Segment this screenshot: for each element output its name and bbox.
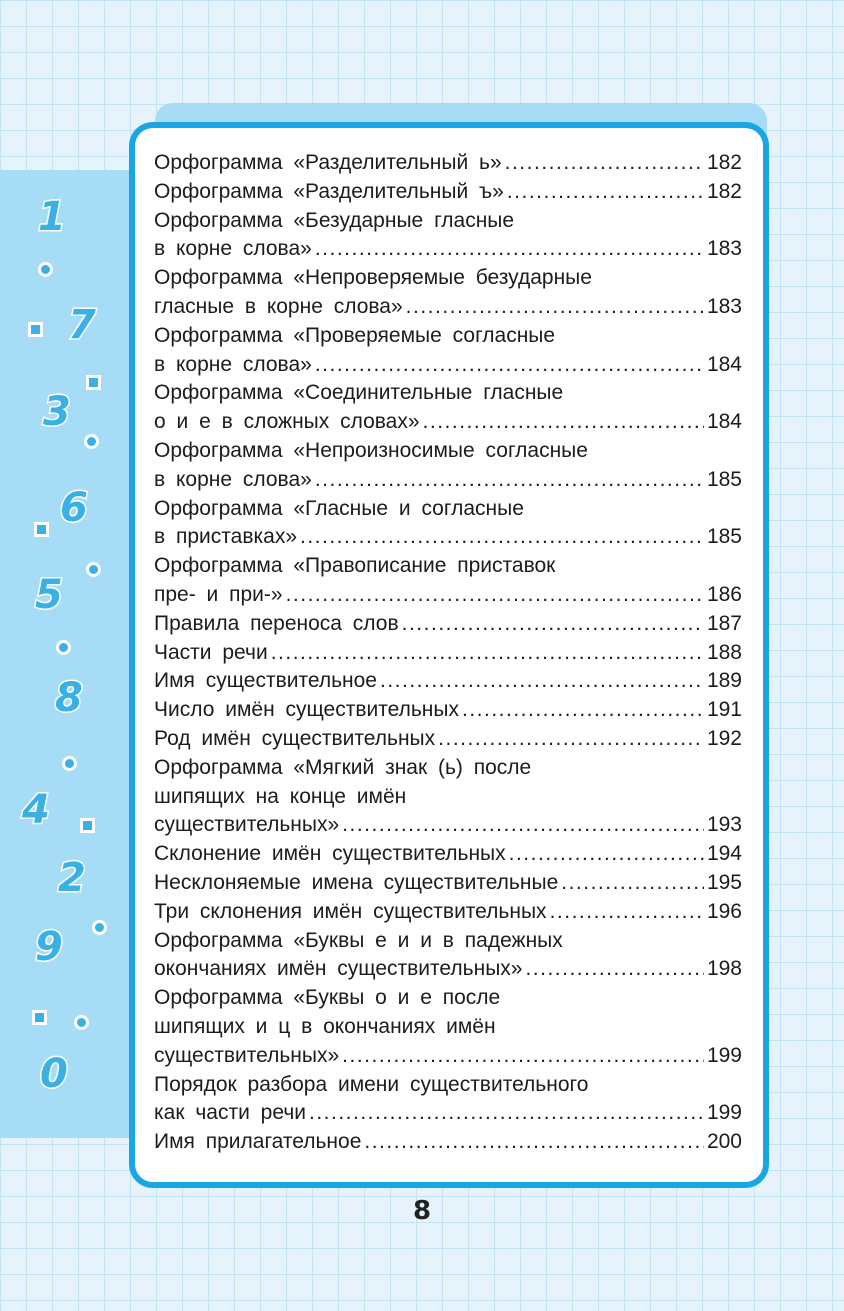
- side-digit: 7: [68, 302, 96, 348]
- toc-entry-page: 196: [706, 899, 742, 923]
- toc-entry[interactable]: [154, 639, 742, 668]
- side-digit: 2: [58, 855, 86, 901]
- toc-entry-title: Орфограмма «Разделительный ь»: [154, 151, 502, 174]
- toc-entry-page: 199: [706, 1043, 742, 1067]
- toc-entry-title: пре- и при-»: [154, 582, 283, 606]
- toc-entry[interactable]: [154, 149, 742, 178]
- toc-entry-page: 187: [706, 611, 742, 635]
- toc-entry-title: Части речи: [154, 640, 268, 664]
- toc-entry[interactable]: [154, 869, 742, 898]
- toc-entry-page: 189: [706, 669, 742, 693]
- toc-entry[interactable]: [154, 495, 742, 553]
- dot-leader: [438, 725, 704, 754]
- square-decoration: [32, 1010, 47, 1025]
- toc-entry-page: 183: [706, 237, 742, 261]
- toc-entry[interactable]: [154, 984, 742, 1070]
- dot-decoration: [84, 434, 99, 449]
- toc-entry-title: Орфограмма «Соединительные гласные: [154, 381, 564, 405]
- toc-entry-title: Орфограмма «Гласные и согласные: [154, 496, 524, 520]
- toc-entry-title: о и е в сложных словах»: [154, 410, 420, 434]
- toc-entry-page: 182: [706, 179, 742, 203]
- toc-entry[interactable]: [154, 379, 742, 437]
- toc-entry-title: Орфограмма «Буквы о и е после: [154, 986, 501, 1010]
- side-digit: 9: [35, 924, 63, 970]
- toc-entry-page: 193: [706, 813, 742, 837]
- toc-entry-page: 186: [706, 582, 742, 606]
- toc-entry[interactable]: [154, 754, 742, 840]
- toc-entry-page: 184: [706, 410, 742, 434]
- toc-entry-title: в корне слова»: [154, 467, 312, 491]
- dot-leader: [309, 1099, 704, 1128]
- dot-leader: [423, 408, 704, 437]
- toc-entry-title: Род имён существительных: [154, 726, 436, 750]
- toc-entry-title: Несклоняемые имена существительные: [154, 870, 559, 894]
- square-decoration: [34, 522, 49, 537]
- toc-entry-page: 192: [706, 726, 742, 750]
- toc-entry-page: 195: [706, 870, 742, 894]
- dot-leader: [380, 667, 704, 696]
- toc-entry[interactable]: [154, 927, 742, 985]
- toc-entry-title: в приставках»: [154, 525, 297, 549]
- toc-entry-title: Имя прилагательное: [154, 1130, 362, 1154]
- toc-entry-page: 191: [706, 698, 742, 722]
- page-number: 8: [412, 1196, 432, 1226]
- dot-decoration: [38, 262, 53, 277]
- toc-entry-title: существительных»: [154, 1043, 340, 1067]
- side-digit: 1: [38, 194, 66, 240]
- toc-entry-title: Орфограмма «Буквы е и и в падежных: [154, 928, 563, 952]
- square-decoration: [28, 322, 43, 337]
- dot-leader: [402, 610, 704, 639]
- table-of-contents: [154, 149, 742, 1157]
- toc-entry-title: Орфограмма «Мягкий знак (ь) после: [154, 755, 532, 779]
- toc-entry-title: Правила переноса слов: [154, 611, 399, 635]
- dot-leader: [561, 869, 704, 898]
- toc-entry-title: Порядок разбора имени существительного: [154, 1072, 589, 1096]
- toc-entry-title: Орфограмма «Непроверяемые безударные: [154, 266, 592, 290]
- dot-decoration: [56, 640, 71, 655]
- side-digit: 0: [40, 1051, 68, 1097]
- toc-entry-title: Три склонения имён существительных: [154, 899, 547, 923]
- toc-entry[interactable]: [154, 207, 742, 265]
- side-digit: 6: [60, 485, 88, 531]
- dot-leader: [525, 955, 703, 984]
- side-digit: 5: [35, 572, 63, 618]
- toc-entry[interactable]: [154, 322, 742, 380]
- toc-entry-title: в корне слова»: [154, 237, 312, 261]
- toc-entry[interactable]: [154, 264, 742, 322]
- toc-entry[interactable]: [154, 178, 742, 207]
- dot-leader: [462, 696, 704, 725]
- toc-entry-title: Имя существительное: [154, 669, 377, 693]
- toc-entry-title: Склонение имён существительных: [154, 842, 506, 866]
- dot-leader: [342, 811, 704, 840]
- toc-entry[interactable]: [154, 898, 742, 927]
- toc-entry[interactable]: [154, 610, 742, 639]
- toc-entry-page: 182: [706, 151, 742, 174]
- toc-entry[interactable]: [154, 1071, 742, 1129]
- side-digit: 3: [43, 389, 71, 435]
- dot-leader: [300, 523, 704, 552]
- toc-entry-title: Орфограмма «Правописание приставок: [154, 554, 556, 578]
- dot-decoration: [86, 562, 101, 577]
- side-digit: 8: [55, 675, 83, 721]
- dot-leader: [342, 1042, 704, 1071]
- side-digit: 4: [22, 787, 50, 833]
- dot-leader: [364, 1128, 704, 1157]
- toc-entry[interactable]: [154, 725, 742, 754]
- toc-entry[interactable]: [154, 696, 742, 725]
- square-decoration: [86, 375, 101, 390]
- toc-entry-page: 185: [706, 525, 742, 549]
- dot-decoration: [62, 756, 77, 771]
- dot-decoration: [74, 1015, 89, 1030]
- toc-entry-title: существительных»: [154, 813, 340, 837]
- dot-leader: [286, 581, 704, 610]
- dot-decoration: [92, 920, 107, 935]
- toc-entry-page: 184: [706, 352, 742, 376]
- toc-entry-title: Орфограмма «Безударные гласные: [154, 208, 515, 232]
- toc-entry-title: Орфограмма «Непроизносимые согласные: [154, 438, 588, 462]
- toc-entry-page: 199: [706, 1101, 742, 1125]
- toc-entry-page: 194: [706, 842, 742, 866]
- toc-entry[interactable]: [154, 667, 742, 696]
- dot-leader: [507, 178, 704, 207]
- toc-entry-title: шипящих и ц в окончаниях имён: [154, 1014, 496, 1038]
- dot-leader: [271, 639, 704, 668]
- toc-entry-page: 185: [706, 467, 742, 491]
- toc-entry-page: 183: [706, 294, 742, 318]
- dot-leader: [315, 235, 704, 264]
- dot-leader: [406, 293, 704, 322]
- toc-entry-title: в корне слова»: [154, 352, 312, 376]
- dot-leader: [315, 466, 704, 495]
- toc-entry-title: гласные в корне слова»: [154, 294, 403, 318]
- toc-entry[interactable]: [154, 437, 742, 495]
- dot-leader: [505, 149, 704, 178]
- toc-entry[interactable]: [154, 552, 742, 610]
- toc-entry-page: 200: [706, 1130, 742, 1154]
- dot-leader: [509, 840, 704, 869]
- toc-entry-page: 198: [706, 957, 742, 981]
- toc-entry[interactable]: [154, 840, 742, 869]
- toc-entry[interactable]: [154, 1128, 742, 1157]
- toc-entry-page: 188: [706, 640, 742, 664]
- dot-leader: [550, 898, 704, 927]
- toc-entry-title: Число имён существительных: [154, 698, 459, 722]
- dot-leader: [315, 351, 704, 380]
- toc-entry-title: Орфограмма «Проверяемые согласные: [154, 323, 556, 347]
- toc-entry-title: шипящих на конце имён: [154, 784, 407, 808]
- toc-entry-title: как части речи: [154, 1101, 306, 1125]
- toc-entry-title: окончаниях имён существительных»: [154, 957, 523, 981]
- toc-entry-title: Орфограмма «Разделительный ъ»: [154, 179, 504, 203]
- side-decoration-strip: [0, 170, 130, 1138]
- square-decoration: [80, 818, 95, 833]
